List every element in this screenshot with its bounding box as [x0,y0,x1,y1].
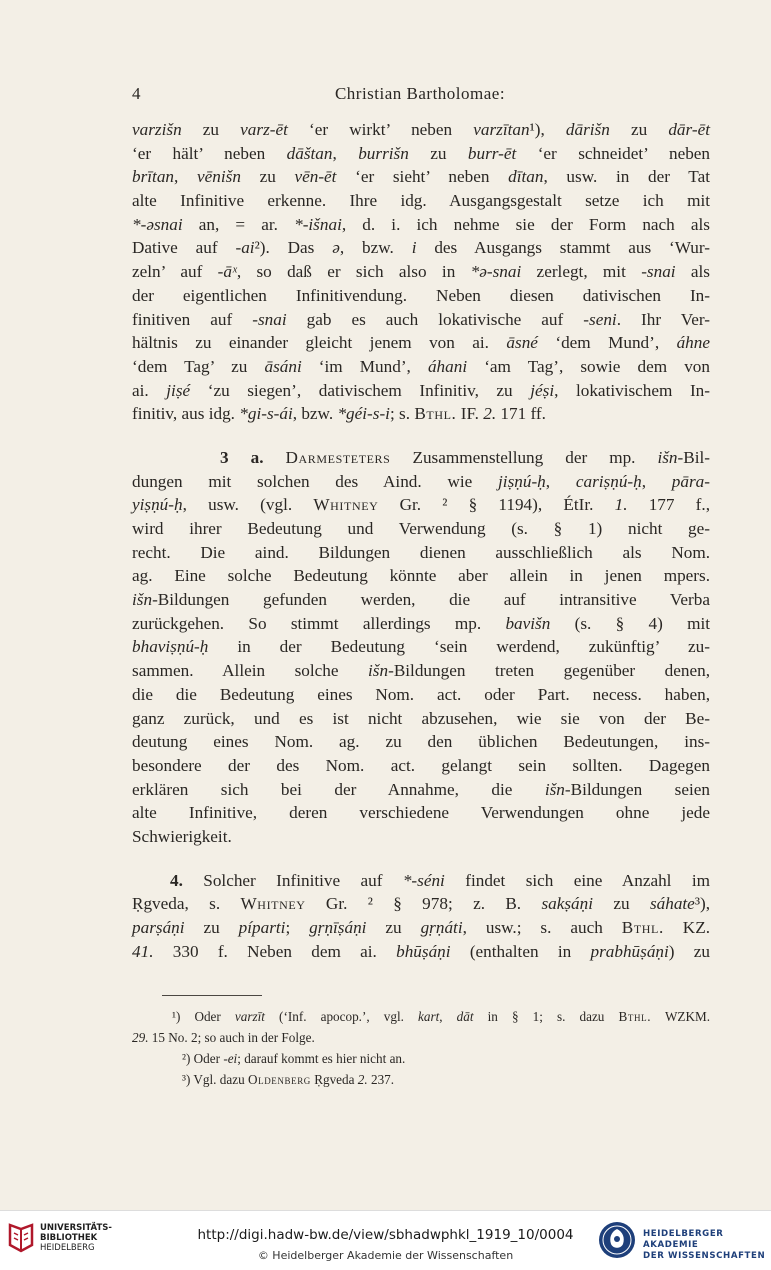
page-url-link[interactable]: http://digi.hadw-bw.de/view/sbhadwphkl_1919_10/0004 [197,1227,574,1243]
footnote-line: ³) Vgl. dazu Oldenberg Ṛgveda 2. 237. [182,1072,395,1087]
text-line: ag. Eine solche Bedeutung könnte aber allein in jenen mpers. [132,566,710,586]
text-line: dungen mit solchen des Aind. wie jiṣṇú-ḥ, cariṣṇú-ḥ, pāra- [132,471,710,491]
text-line: sammen. Allein solche išn-Bildungen treten gegenüber denen, [132,661,710,681]
footnote-line: ²) Oder -ei; darauf kommt es hier nicht an. [182,1051,406,1066]
viewer-footer [0,1210,771,1270]
footnote-line: ¹) Oder varzīt (‘Inf. apocop.’, vgl. kart, dāt in § 1; s. dazu Bthl. WZKM. [172,1009,710,1024]
text-line: der eigentlichen Infinitivendung. Neben diesen dativischen In- [132,285,710,305]
text-line: 41. 330 f. Neben dem ai. bhūṣáṇi (enthalten in prabhūṣáṇi) zu [132,941,711,961]
page-number: 4 [132,84,141,103]
paragraph-gap [132,426,710,446]
text-line: alte Infinitive, deren verschiedene Verwendungen ohne jede [132,803,710,823]
text-line: brītan, vēnišn zu vēn-ēt ‘er sieht’ neben dītan, usw. in der Tat [132,167,710,187]
text-line: Ṛgveda, s. Whitney Gr. ² § 978; z. B. sakṣáṇi zu sáhate³), [132,894,710,914]
text-line: wird ihrer Bedeutung und Verwendung (s. § 1) nicht ge- [132,519,710,538]
text-line: varzišn zu varz-ēt ‘er wirkt’ neben varzītan¹), dārišn zu dār-ēt [132,120,710,139]
footnote-divider [162,995,262,996]
footnotes [132,1006,710,1090]
copyright-notice: © Heidelberger Akademie der Wissenschaften [257,1249,514,1262]
text-line: 4. Solcher Infinitive auf *-séni findet sich eine Anzahl im [170,870,710,890]
text-line: finitiv, aus idg. *gi-s-ái, bzw. *géi-s-i; s. Bthl. IF. 2. 171 ff. [132,404,546,424]
text-line: ‘er hält’ neben dāštan, burrišn zu burr-ēt ‘er schneidet’ neben [132,143,711,163]
footnote-line: 29. 15 No. 2; so auch in der Folge. [132,1030,315,1045]
text-line: deutung eines Nom. ag. zu den üblichen Bedeutungen, ins- [132,732,710,752]
text-line: yiṣṇú-ḥ, usw. (vgl. Whitney Gr. ² § 1194), ÉtIr. 1. 177 f., [132,495,710,515]
text-line: besondere der des Nom. act. gelangt sein sollten. Dagegen [132,755,710,775]
text-line: ganz zurück, und es ist nicht abzusehen, wie sie von der Be- [132,708,710,728]
text-line: Dative auf -ai²). Das ə, bzw. i des Ausgangs stammt aus ‘Wur- [132,238,710,258]
paragraph-gap [132,849,710,869]
academy-name: HEIDELBERGER AKADEMIE DER WISSENSCHAFTEN [643,1229,766,1261]
university-library-name: UNIVERSITÄTS- BIBLIOTHEK HEIDELBERG [40,1223,112,1253]
running-head: Christian Bartholomae: [334,84,506,103]
text-line: *-əsnai an, = ar. *-išnai, d. i. ich nehme sie der Form nach als [132,214,710,234]
text-line: alte Infinitive erkenne. Ihre idg. Ausgangsgestalt setze ich mit [132,191,710,211]
text-line: die die Bedeutung eines Nom. act. oder Part. necess. haben, [132,684,710,704]
text-line: recht. Die aind. Bildungen dienen ausschließlich als Nom. [132,542,710,562]
text-line: hältnis zu einander gleicht jenem von ai. āsné ‘dem Mund’, áhne [132,333,710,353]
academy-seal-icon [597,1220,637,1260]
text-line: išn-Bildungen gefunden werden, die auf intransitive Verba [132,590,710,610]
text-line: Schwierigkeit. [132,826,232,846]
text-line: finitiven auf -snai gab es auch lokativische auf -seni. Ihr Ver- [132,309,711,329]
page-header [130,84,710,108]
text-line: bhaviṣṇú-ḥ in der Bedeutung ‘sein werdend, zukünftig’ zu- [132,637,710,657]
text-line: 3 a. Darmesteters Zusammenstellung der mp. išn-Bil- [220,447,710,467]
text-line: zeln’ auf -āˣ, so daß er sich also in *ə-snai zerlegt, mit -snai als [132,262,710,282]
body-text [132,118,710,963]
text-line: erklären sich bei der Annahme, die išn-Bildungen seien [132,779,710,799]
text-line: parṣáṇi zu píparti; gṛṇīṣáṇi zu gṛṇáti, usw.; s. auch Bthl. KZ. [132,918,710,937]
text-line: ‘dem Tag’ zu āsáni ‘im Mund’, áhani ‘am Tag’, sowie dem von [132,356,710,376]
text-line: zurückgehen. So stimmt allerdings mp. bavišn (s. § 4) mit [132,613,710,633]
text-line: ai. jiṣé ‘zu siegen’, dativischem Infinitiv, zu jéṣi, lokativischem In- [132,380,711,400]
